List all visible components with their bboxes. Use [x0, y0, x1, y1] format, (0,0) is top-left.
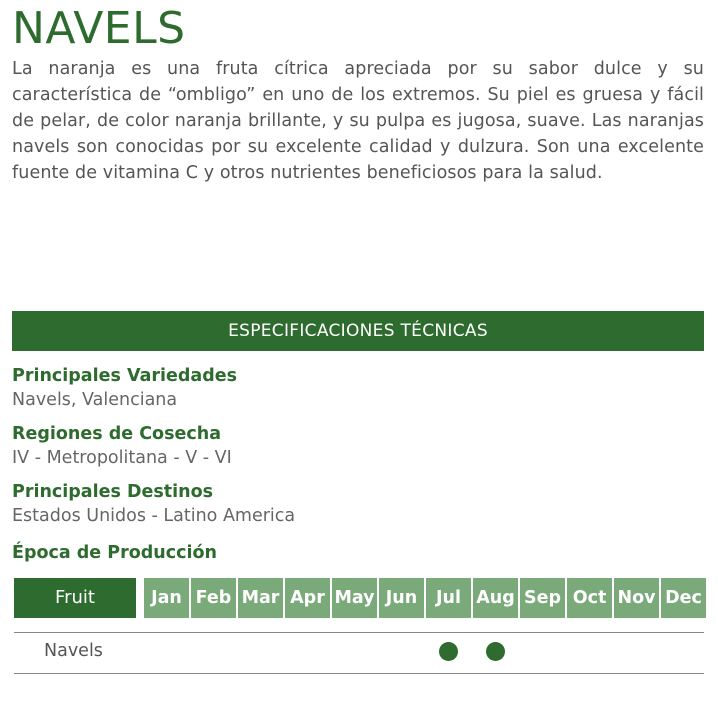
spec-label-varieties: Principales Variedades [12, 366, 238, 386]
month-header: Dec [661, 578, 706, 618]
month-header: Oct [567, 578, 612, 618]
month-header: Apr [285, 578, 330, 618]
season-row-name: Navels [44, 641, 103, 661]
month-header: Feb [191, 578, 236, 618]
month-header: Nov [614, 578, 659, 618]
spec-value-varieties: Navels, Valenciana [12, 390, 178, 410]
month-header-row [144, 578, 706, 618]
spec-label-regions: Regiones de Cosecha [12, 424, 222, 444]
month-header: Jan [144, 578, 189, 618]
production-season-title: Época de Producción [12, 543, 217, 563]
table-divider-top [14, 632, 704, 633]
table-divider-bottom [14, 673, 704, 674]
fruit-column-header: Fruit [14, 578, 136, 618]
spec-value-destinations: Estados Unidos - Latino America [12, 506, 296, 526]
month-header: Aug [473, 578, 518, 618]
month-header: Jun [379, 578, 424, 618]
month-header: Jul [426, 578, 471, 618]
month-header: Mar [238, 578, 283, 618]
production-dot [439, 642, 458, 661]
production-dot [486, 642, 505, 661]
month-header: Sep [520, 578, 565, 618]
spec-label-destinations: Principales Destinos [12, 482, 214, 502]
page-title: NAVELS [12, 3, 186, 54]
intro-paragraph: La naranja es una fruta cítrica apreciada por su sabor dulce y su característica de “ombligo” en uno de los extremos. Su piel es gruesa y fácil de pelar, de color naranja brillante, y su pulpa es jugosa, suave. Las naranjas navels son conocidas por su excelente calidad y dulzura. Son una excelente fuente de vitamina C y otros nutrientes beneficiosos para la salud. [12, 59, 704, 183]
spec-value-regions: IV - Metropolitana - V - VI [12, 448, 232, 468]
month-header: May [332, 578, 377, 618]
specifications-header: ESPECIFICACIONES TÉCNICAS [12, 311, 704, 351]
